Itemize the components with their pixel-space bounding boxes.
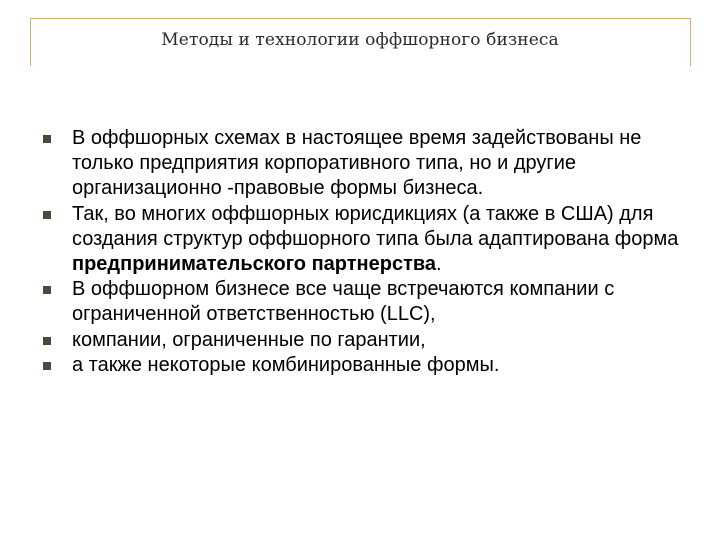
square-bullet-icon xyxy=(43,211,51,219)
bullet-list xyxy=(40,126,690,378)
bullet-item-1 xyxy=(40,126,690,202)
bullet-text: Так, во многих оффшорных юрисдикциях (а также в США) для создания структур оффшорного типа была адаптирована форма xyxy=(72,202,679,250)
square-bullet-icon xyxy=(43,337,51,345)
square-bullet-icon xyxy=(43,362,51,370)
bullet-item-2 xyxy=(40,202,690,278)
bullet-text-end: . xyxy=(436,253,442,276)
square-bullet-icon xyxy=(43,135,51,143)
bullet-text: а также некоторые комбинированные формы. xyxy=(72,353,500,376)
bullet-text: В оффшорных схемах в настоящее время задействованы не только предприятия корпоративного типа, но и другие организационно -правовые формы бизнеса. xyxy=(72,127,642,200)
square-bullet-icon xyxy=(43,286,51,294)
bullet-item-4 xyxy=(40,328,690,353)
bullet-bold-text: предпринимательского партнерства xyxy=(72,253,437,276)
bullet-text: компании, ограниченные по гарантии, xyxy=(72,328,426,351)
slide-title: Методы и технологии оффшорного бизнеса xyxy=(161,30,559,50)
bullet-item-3 xyxy=(40,277,690,327)
frame-right-border xyxy=(690,18,691,66)
bullet-item-5 xyxy=(40,353,690,378)
bullet-text: В оффшорном бизнесе все чаще встречаются компании с ограниченной ответственностью (LLC), xyxy=(72,278,615,326)
frame-top-border xyxy=(30,18,690,19)
